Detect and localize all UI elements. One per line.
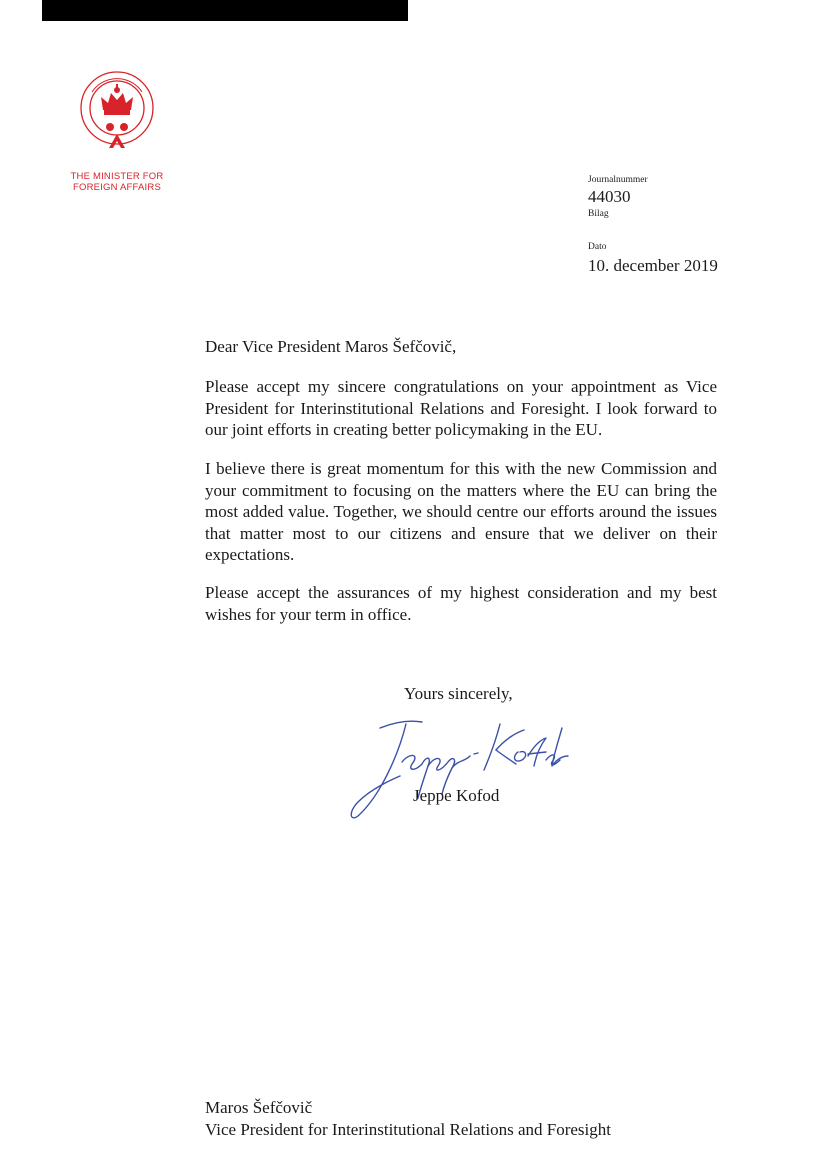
- letter-paragraph-3: Please accept the assurances of my highest consideration and my best wishes for your term in office.: [205, 583, 717, 624]
- attachment-label: Bilag: [588, 209, 609, 219]
- date-label: Dato: [588, 242, 607, 252]
- signer-name: Jeppe Kofod: [413, 786, 500, 805]
- date-value: 10. december 2019: [588, 256, 718, 275]
- redaction-bar: [42, 0, 408, 21]
- ministry-name-line2: FOREIGN AFFAIRS: [73, 182, 161, 193]
- ministry-name: [58, 171, 176, 193]
- handwritten-signature: [340, 716, 570, 822]
- journal-label: Journalnummer: [588, 175, 648, 185]
- ministry-seal-logo: [76, 70, 158, 160]
- journal-value: 44030: [588, 187, 631, 206]
- recipient-name: Maros Šefčovič: [205, 1098, 313, 1117]
- letter-closing: Yours sincerely,: [404, 684, 513, 703]
- recipient-title: Vice President for Interinstitutional Relations and Foresight: [205, 1120, 611, 1139]
- letter-greeting: Dear Vice President Maros Šefčovič,: [205, 337, 457, 356]
- letter-paragraph-2: I believe there is great momentum for this with the new Commission and your commitment to focusing on the matters where the EU can bring the most added value. Together, we should centre our efforts around the issues that matter most to our citizens and ensure that we deliver on their expectations.: [205, 459, 717, 564]
- letter-paragraph-1: Please accept my sincere congratulations on your appointment as Vice President for Interinstitutional Relations and Foresight. I look forward to our joint efforts in creating better policymaking in the EU.: [205, 377, 717, 439]
- ministry-name-line1: THE MINISTER FOR: [70, 171, 164, 182]
